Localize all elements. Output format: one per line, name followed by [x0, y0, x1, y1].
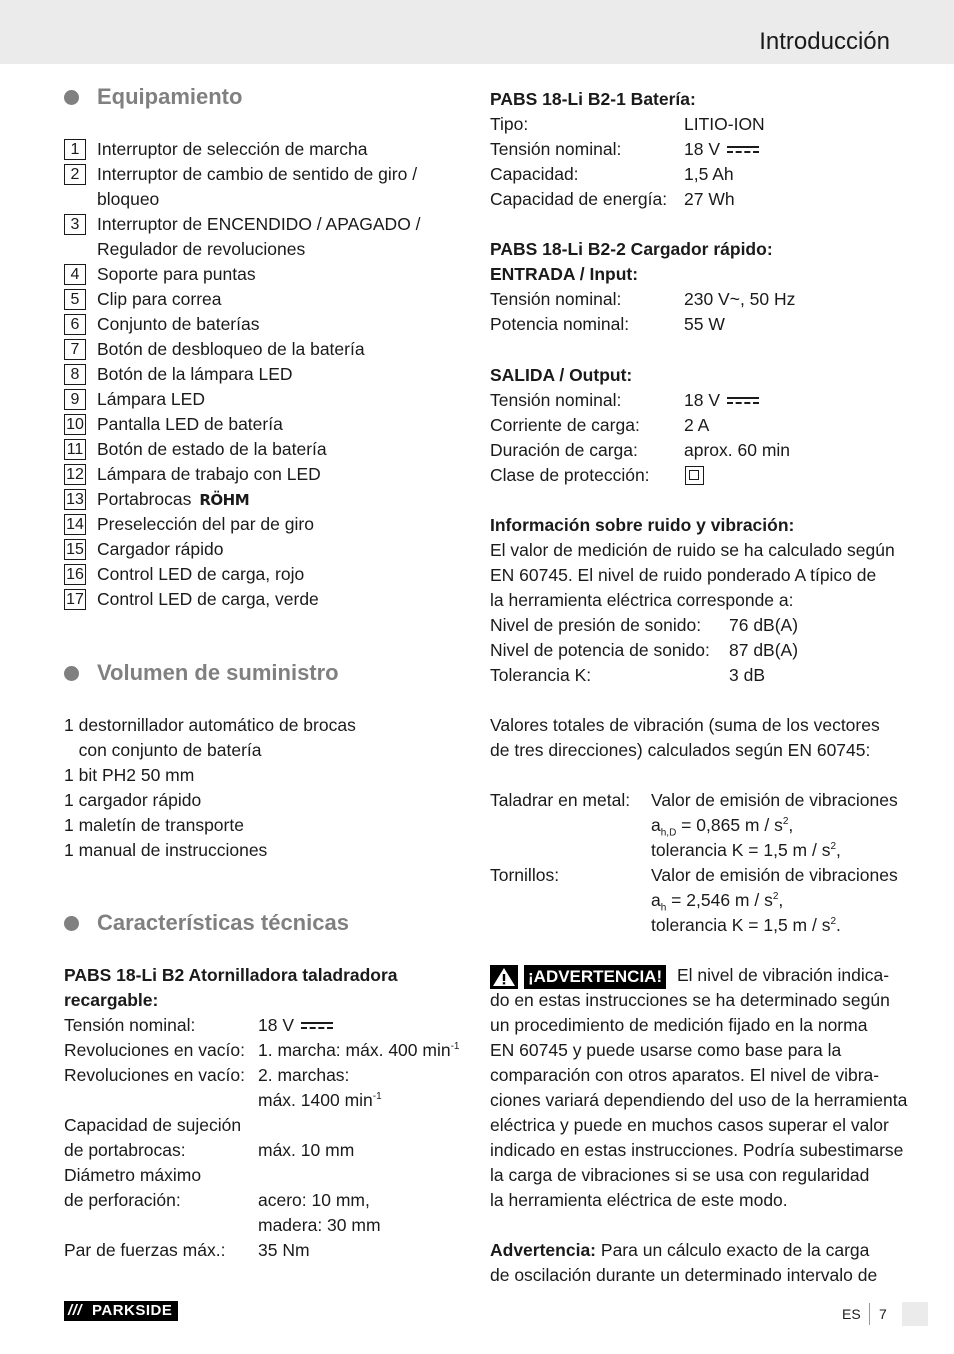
spec-label: Diámetro máximo	[64, 1165, 202, 1185]
equipment-item-label	[97, 237, 305, 262]
section-bullet-icon	[64, 916, 79, 931]
tool-spec-heading: PABS 18-Li B2 Atornilladora taladradora	[64, 965, 398, 985]
equipment-item-label	[97, 137, 367, 162]
spec-value: Valor de emisión de vibraciones	[651, 865, 898, 885]
paragraph-line: eléctrica y puede en muchos casos superar el valor	[490, 1115, 889, 1135]
subscript: h	[660, 902, 667, 914]
page-title: Introducción	[759, 28, 890, 55]
spec-value: 35 Nm	[258, 1240, 310, 1260]
supply-item: con conjunto de batería	[64, 740, 262, 760]
spec-value: 230 V~, 50 Hz	[684, 289, 796, 309]
warning-triangle-icon	[490, 965, 518, 989]
charger-heading: PABS 18-Li B2-2 Cargador rápido:	[490, 239, 773, 259]
paragraph-line: comparación con otros aparatos. El nivel de vibra-	[490, 1065, 880, 1085]
spec-value: máx. 10 mm	[258, 1140, 355, 1160]
item-number-box: 5	[64, 289, 86, 310]
spec-value	[651, 813, 793, 838]
page-number: 7	[879, 1306, 887, 1322]
exponent: 2	[782, 816, 789, 828]
equipment-item-text: Interruptor de cambio de sentido de giro /	[97, 164, 418, 184]
spec-value: LITIO-ION	[684, 114, 765, 134]
spec-label: de perforación:	[64, 1190, 181, 1210]
spec-value-text: 18 V	[684, 390, 720, 410]
battery-heading: PABS 18-Li B2-1 Batería:	[490, 89, 696, 109]
spec-value-text: = 0,865 m / s	[681, 815, 783, 835]
section-heading-volumen: Volumen de suministro	[97, 660, 339, 685]
spec-value-text: tolerancia K = 1,5 m / s	[651, 915, 831, 935]
spec-label: Corriente de carga:	[490, 415, 640, 435]
paragraph-line: un procedimiento de medición fijado en la norma	[490, 1015, 868, 1035]
spec-value	[651, 838, 841, 863]
spec-value-text: 1. marcha: máx. 400 min	[258, 1040, 451, 1060]
item-number-box: 11	[64, 439, 86, 460]
rohm-logo: RÖHM	[199, 490, 250, 509]
paragraph-line: do en estas instrucciones se ha determinado según	[490, 990, 890, 1010]
punctuation: ,	[788, 815, 794, 835]
spec-label: Capacidad de energía:	[490, 189, 668, 209]
spec-label: Capacidad de sujeción	[64, 1115, 242, 1135]
paragraph-line: EN 60745. El nivel de ruido ponderado A típico de	[490, 565, 877, 585]
equipment-item-label	[97, 212, 421, 237]
subscript: h,D	[660, 827, 677, 839]
spec-value-text: máx. 1400 min	[258, 1090, 373, 1110]
spec-value: madera: 30 mm	[258, 1215, 381, 1235]
equipment-item-label	[97, 162, 417, 187]
spec-label: Capacidad:	[490, 164, 579, 184]
spec-label: Tipo:	[490, 114, 529, 134]
note-label: Advertencia:	[490, 1240, 597, 1260]
equipment-item-text: Regulador de revoluciones	[97, 239, 306, 259]
item-number-box: 4	[64, 264, 86, 285]
item-number-box: 2	[64, 164, 86, 185]
spec-label: Tornillos:	[490, 865, 560, 885]
equipment-item-label	[97, 437, 327, 462]
equipment-item-text: Interruptor de selección de marcha	[97, 139, 368, 159]
equipment-item-label	[97, 587, 319, 612]
section-bullet-icon	[64, 90, 79, 105]
spec-value: 1,5 Ah	[684, 164, 734, 184]
protection-class-ii-icon	[685, 466, 704, 485]
spec-label: Clase de protección:	[490, 465, 650, 485]
note-text: Para un cálculo exacto de la carga	[600, 1240, 870, 1260]
equipment-item-label	[97, 562, 304, 587]
punctuation: .	[836, 915, 841, 935]
language-code: ES	[842, 1306, 861, 1322]
supply-item: 1 manual de instrucciones	[64, 840, 268, 860]
symbol-a: a	[651, 815, 661, 835]
spec-label: Tensión nominal:	[64, 1015, 196, 1035]
symbol-a: a	[651, 890, 661, 910]
spec-value	[258, 1088, 382, 1113]
spec-label: Par de fuerzas máx.:	[64, 1240, 226, 1260]
item-number-box: 1	[64, 139, 86, 160]
equipment-item-text: Portabrocas	[97, 489, 192, 509]
equipment-item-text: Soporte para puntas	[97, 264, 256, 284]
punctuation: ,	[778, 890, 784, 910]
exponent: -1	[372, 1091, 382, 1103]
equipment-item-text: Cargador rápido	[97, 539, 224, 559]
paragraph-line: indicado en estas instrucciones. Podría subestimarse	[490, 1140, 904, 1160]
equipment-item-label	[97, 312, 259, 337]
item-number-box: 7	[64, 339, 86, 360]
logo-slashes: ///	[68, 1302, 83, 1319]
spec-value: 87 dB(A)	[729, 640, 799, 660]
spec-value: 27 Wh	[684, 189, 735, 209]
equipment-item-text: Control LED de carga, rojo	[97, 564, 305, 584]
spec-label: Nivel de potencia de sonido:	[490, 640, 710, 660]
equipment-item-label	[97, 512, 314, 537]
spec-value	[684, 388, 759, 413]
supply-item: 1 maletín de transporte	[64, 815, 244, 835]
supply-item: 1 bit PH2 50 mm	[64, 765, 195, 785]
footer-divider	[869, 1303, 870, 1325]
equipment-item-label	[97, 387, 205, 412]
item-number-box: 13	[64, 489, 86, 510]
note-line	[490, 1238, 869, 1263]
spec-label: Revoluciones en vacío:	[64, 1065, 245, 1085]
spec-label: Potencia nominal:	[490, 314, 630, 334]
spec-value: acero: 10 mm,	[258, 1190, 370, 1210]
exponent: -1	[450, 1041, 460, 1053]
spec-value: Valor de emisión de vibraciones	[651, 790, 898, 810]
noise-heading: Información sobre ruido y vibración:	[490, 515, 795, 535]
spec-value	[651, 913, 841, 938]
direct-current-icon	[727, 397, 759, 405]
item-number-box: 12	[64, 464, 86, 485]
equipment-item-text: Botón de estado de la batería	[97, 439, 327, 459]
equipment-item-label	[97, 287, 222, 312]
equipment-item-text: Lámpara de trabajo con LED	[97, 464, 321, 484]
spec-value-text: 18 V	[258, 1015, 294, 1035]
equipment-item-text: Preselección del par de giro	[97, 514, 314, 534]
exponent: 2	[830, 841, 837, 853]
paragraph-line: la carga de vibraciones si se usa con regularidad	[490, 1165, 870, 1185]
paragraph-line: de tres direcciones) calculados según EN 60745:	[490, 740, 871, 760]
page-header	[0, 0, 954, 64]
exponent: 2	[772, 891, 779, 903]
tool-spec-heading: recargable:	[64, 990, 159, 1010]
spec-value: 76 dB(A)	[729, 615, 799, 635]
equipment-item-label	[97, 462, 321, 487]
spec-value	[651, 888, 783, 913]
equipment-item-label	[97, 187, 159, 212]
parkside-logo	[64, 1301, 178, 1321]
equipment-item-text: Clip para correa	[97, 289, 222, 309]
paragraph-line: EN 60745 y puede usarse como base para la	[490, 1040, 842, 1060]
equipment-item-label	[97, 337, 365, 362]
footer-tab	[902, 1302, 928, 1326]
item-number-box: 8	[64, 364, 86, 385]
supply-item: 1 destornillador automático de brocas	[64, 715, 356, 735]
equipment-item-text: Control LED de carga, verde	[97, 589, 319, 609]
spec-label: Revoluciones en vacío:	[64, 1040, 245, 1060]
spec-label: Tolerancia K:	[490, 665, 592, 685]
spec-label: Tensión nominal:	[490, 139, 622, 159]
item-number-box: 6	[64, 314, 86, 335]
equipment-item-text: Botón de desbloqueo de la batería	[97, 339, 365, 359]
supply-item: 1 cargador rápido	[64, 790, 202, 810]
spec-value: aprox. 60 min	[684, 440, 791, 460]
equipment-item-text: Pantalla LED de batería	[97, 414, 283, 434]
spec-label: de portabrocas:	[64, 1140, 186, 1160]
equipment-item-label	[97, 487, 249, 513]
equipment-item-text: Botón de la lámpara LED	[97, 364, 293, 384]
spec-label: Tensión nominal:	[490, 289, 622, 309]
section-heading-caracteristicas: Características técnicas	[97, 910, 349, 935]
warning-badge: ¡ADVERTENCIA!	[524, 965, 666, 989]
spec-label: Nivel de presión de sonido:	[490, 615, 702, 635]
paragraph-line: ciones variará dependiendo del uso de la herramienta	[490, 1090, 908, 1110]
section-heading-equipamiento: Equipamiento	[97, 84, 243, 109]
item-number-box: 3	[64, 214, 86, 235]
section-bullet-icon	[64, 666, 79, 681]
item-number-box: 9	[64, 389, 86, 410]
spec-value-text: 18 V	[684, 139, 720, 159]
paragraph-line: Valores totales de vibración (suma de los vectores	[490, 715, 880, 735]
exponent: 2	[830, 916, 837, 928]
paragraph-line: la herramienta eléctrica de este modo.	[490, 1190, 788, 1210]
spec-value	[684, 137, 759, 162]
equipment-item-text: Lámpara LED	[97, 389, 205, 409]
spec-label: Tensión nominal:	[490, 390, 622, 410]
equipment-item-label	[97, 362, 293, 387]
item-number-box: 17	[64, 589, 86, 610]
paragraph-line: El valor de medición de ruido se ha calculado según	[490, 540, 895, 560]
charger-input-heading: ENTRADA / Input:	[490, 264, 639, 284]
equipment-item-label	[97, 412, 283, 437]
spec-value	[258, 1038, 459, 1063]
spec-value: 2. marchas:	[258, 1065, 350, 1085]
paragraph-line: la herramienta eléctrica corresponde a:	[490, 590, 794, 610]
paragraph-line: El nivel de vibración indica-	[677, 965, 890, 985]
spec-value: 2 A	[684, 415, 710, 435]
item-number-box: 15	[64, 539, 86, 560]
equipment-item-text: Interruptor de ENCENDIDO / APAGADO /	[97, 214, 421, 234]
spec-label: Duración de carga:	[490, 440, 638, 460]
equipment-item-label	[97, 537, 223, 562]
note-line: de oscilación durante un determinado intervalo de	[490, 1265, 878, 1285]
item-number-box: 16	[64, 564, 86, 585]
logo-text: PARKSIDE	[92, 1302, 173, 1319]
equipment-item-text: bloqueo	[97, 189, 160, 209]
spec-value-text: tolerancia K = 1,5 m / s	[651, 840, 831, 860]
direct-current-icon	[301, 1022, 333, 1030]
item-number-box: 10	[64, 414, 86, 435]
spec-value: 3 dB	[729, 665, 765, 685]
direct-current-icon	[727, 146, 759, 154]
punctuation: ,	[836, 840, 841, 860]
spec-value: 55 W	[684, 314, 725, 334]
equipment-item-text: Conjunto de baterías	[97, 314, 260, 334]
spec-value-text: = 2,546 m / s	[671, 890, 773, 910]
item-number-box: 14	[64, 514, 86, 535]
spec-label: Taladrar en metal:	[490, 790, 631, 810]
spec-value	[258, 1013, 333, 1038]
equipment-item-label	[97, 262, 256, 287]
output-heading: SALIDA / Output:	[490, 365, 633, 385]
